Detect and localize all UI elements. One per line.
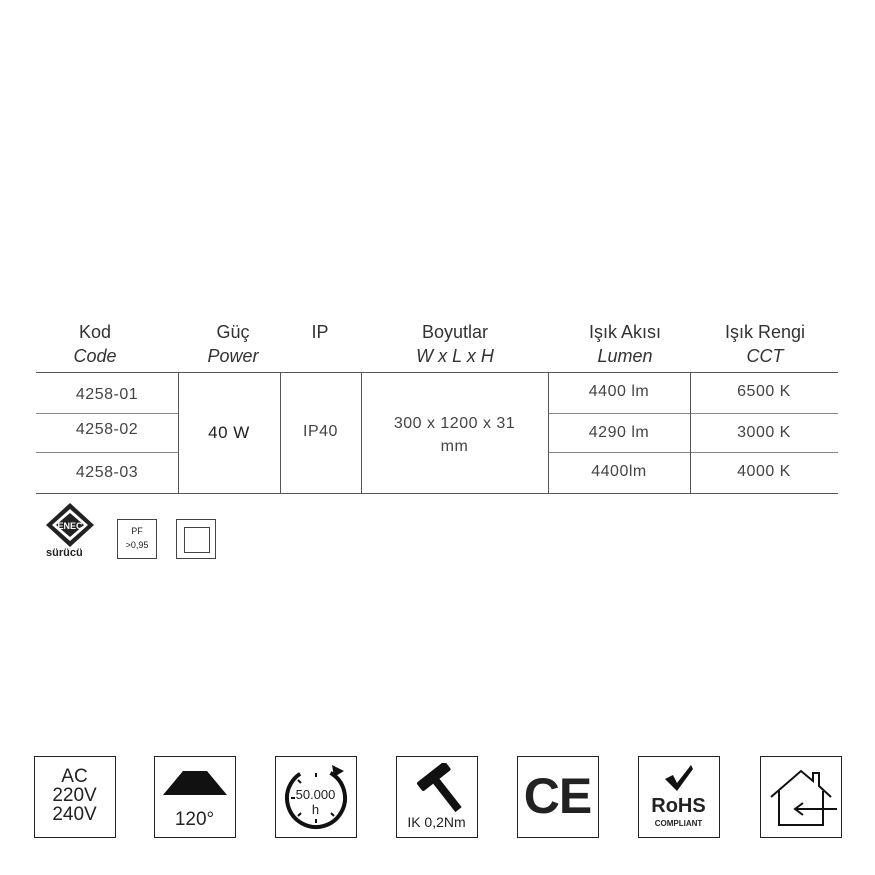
rohs-icon	[638, 756, 720, 838]
double-insulation-icon	[176, 519, 216, 559]
header-cct-tr: Işık Rengi	[724, 322, 806, 342]
code-row-1: 4258-01	[75, 386, 139, 403]
header-cct-en: CCT	[746, 346, 784, 366]
lifetime-unit: h	[311, 802, 320, 817]
beam-cone-icon	[161, 767, 229, 797]
header-dimensions-en: W x L x H	[416, 346, 494, 366]
dimensions-line-1: 300 x 1200 x 31	[393, 415, 516, 432]
cct-row-3: 4000 K	[737, 463, 791, 480]
row-divider-right-2	[548, 452, 838, 453]
row-divider-right-1	[548, 413, 838, 414]
header-lumen	[555, 320, 695, 368]
lifetime-value: 50.000	[295, 787, 336, 802]
header-lumen-tr: Işık Akısı	[588, 322, 662, 342]
lumen-row-1: 4400 lm	[588, 383, 650, 400]
header-ip-tr: IP	[311, 322, 329, 342]
voltage-240: 240V	[52, 804, 97, 825]
voltage-icon	[34, 756, 116, 838]
lumen-row-2: 4290 lm	[588, 424, 650, 441]
dimensions-line-2: mm	[440, 438, 469, 455]
voltage-ac: AC	[61, 766, 88, 787]
checkmark-icon	[663, 763, 695, 793]
lifetime-icon	[275, 756, 357, 838]
row-divider-code-1	[36, 413, 178, 414]
header-power-tr: Güç	[216, 322, 250, 342]
lumen-row-3: 4400lm	[591, 463, 647, 480]
enec-mark-icon	[34, 502, 106, 548]
house-arrow-icon	[765, 763, 837, 831]
cct-row-2: 3000 K	[737, 424, 791, 441]
table-bottom-rule	[36, 493, 838, 494]
dimensions-value	[361, 412, 548, 458]
rohs-text: RoHS	[651, 795, 706, 817]
beam-angle-icon	[154, 756, 236, 838]
header-dimensions	[375, 320, 535, 368]
header-code-tr: Kod	[78, 322, 112, 342]
power-value: 40 W	[208, 423, 250, 442]
pf-label: PF	[131, 526, 143, 536]
header-lumen-en: Lumen	[597, 346, 653, 366]
enec-letters: ENEC	[57, 521, 83, 531]
beam-angle-value: 120°	[174, 809, 215, 830]
row-divider-code-2	[36, 452, 178, 453]
voltage-220: 220V	[52, 785, 97, 806]
indoor-use-icon	[760, 756, 842, 838]
inner-square	[184, 527, 210, 553]
header-code	[40, 320, 150, 368]
rohs-compliant: COMPLIANT	[654, 819, 703, 828]
code-row-3: 4258-03	[75, 464, 139, 481]
pf-value: >0,95	[125, 540, 149, 550]
ce-text: CE	[523, 768, 592, 824]
header-dimensions-tr: Boyutlar	[421, 322, 489, 342]
hammer-icon	[407, 763, 467, 813]
power-factor-icon	[117, 519, 157, 559]
header-cct	[695, 320, 835, 368]
enec-driver-label: sürücü	[46, 547, 83, 559]
ip-value: IP40	[303, 423, 338, 440]
header-power	[178, 320, 288, 368]
cct-row-1: 6500 K	[737, 383, 791, 400]
impact-value: IK 0,2Nm	[407, 814, 466, 830]
voltage-text	[35, 767, 114, 824]
header-power-en: Power	[207, 346, 259, 366]
code-row-2: 4258-02	[75, 421, 139, 438]
header-code-en: Code	[73, 346, 117, 366]
header-ip	[280, 320, 360, 344]
ce-mark-icon	[517, 756, 599, 838]
enec-driver-icon	[34, 502, 106, 562]
table-top-rule	[36, 372, 838, 373]
impact-icon	[396, 756, 478, 838]
